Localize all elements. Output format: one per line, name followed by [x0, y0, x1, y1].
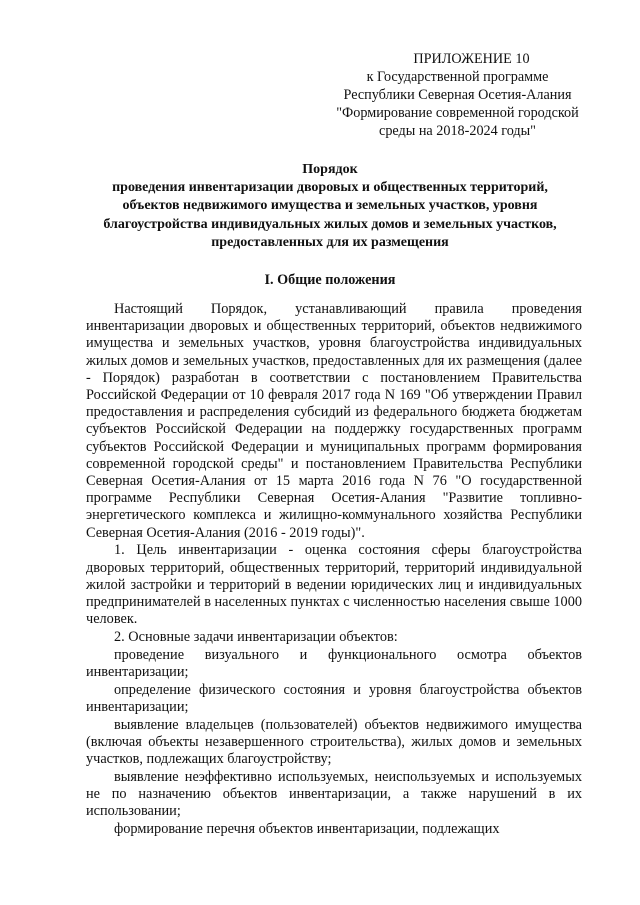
title-line: проведения инвентаризации дворовых и общественных территорий,: [112, 180, 548, 196]
appendix-block: [330, 50, 585, 140]
appendix-line: Республики Северная Осетия-Алания: [343, 87, 572, 103]
appendix-title: ПРИЛОЖЕНИЕ 10: [413, 51, 530, 67]
title-line: Порядок: [302, 162, 358, 177]
task-item: выявление неэффективно используемых, неиспользуемых и используемых не по назначению объектов инвентаризации, а также нарушений в их использовании;: [86, 769, 582, 820]
title-line: предоставленных для их размещения: [211, 234, 449, 250]
title-line: благоустройства индивидуальных жилых домов и земельных участков,: [103, 216, 557, 232]
task-item: проведение визуального и функционального осмотра объектов инвентаризации;: [86, 646, 582, 681]
appendix-line: к Государственной программе: [366, 69, 549, 85]
section-heading: I. Общие положения: [264, 272, 396, 288]
task-item: выявление владельцев (пользователей) объектов недвижимого имущества (включая объекты незавершенного строительства), жилых домов и земельных участков, подлежащих благоустройству;: [86, 716, 582, 768]
task-item: формирование перечня объектов инвентаризации, подлежащих: [114, 821, 500, 838]
paragraph-tasks: 2. Основные задачи инвентаризации объектов:: [114, 629, 398, 646]
task-item: определение физического состояния и уровня благоустройства объектов инвентаризации;: [86, 681, 582, 716]
appendix-line: среды на 2018-2024 годы": [379, 123, 536, 139]
appendix-line: "Формирование современной городской: [336, 105, 579, 121]
paragraph-goal: 1. Цель инвентаризации - оценка состояния сферы благоустройства дворовых территорий, общественных территорий, территорий индивидуальной жилой застройки и территорий в ведении юридических лиц и индивидуальных предпринимателей в населенных пунктах с численностью населения свыше 1000 человек.: [86, 542, 582, 628]
title-line: объектов недвижимого имущества и земельных участков, уровня: [122, 198, 538, 214]
body-text: [86, 301, 582, 838]
document-title: [60, 161, 600, 252]
paragraph-intro: Настоящий Порядок, устанавливающий правила проведения инвентаризации дворовых и общественных территорий, объектов недвижимого имущества и земельных участков, уровня благоустройства индивидуальных жилых домов и земельных участков, предоставленных для их размещения (далее - Порядок) разработан в соответствии с постановлением Правительства Российской Федерации от 10 февраля 2017 года N 169 "Об утверждении Правил предоставления и распределения субсидий из федерального бюджета бюджетам субъектов Российской Федерации на поддержку государственных программ субъектов Российской Федерации и муниципальных программ формирования современной городской среды" и постановлением Правительства Республики Северная Осетия-Алания от 15 марта 2016 года N 76 "О государственной программе Республики Северная Осетия-Алания "Развитие топливно-энергетического комплекса и жилищно-коммунального хозяйства Республики Северная Осетия-Алания (2016 - 2019 годы)".: [86, 301, 582, 541]
